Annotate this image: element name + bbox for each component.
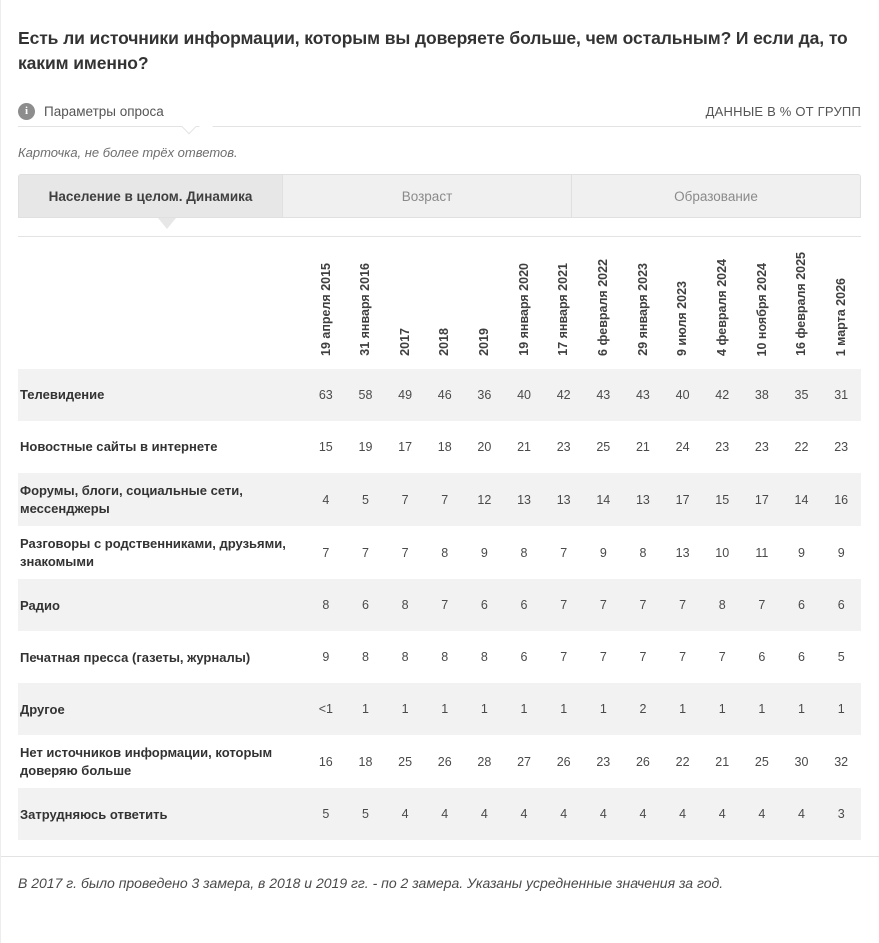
cell: 7 [306, 526, 346, 579]
table-row [18, 579, 861, 631]
cell: 7 [544, 526, 584, 579]
table-row [18, 683, 861, 735]
data-units-label: ДАННЫЕ В % ОТ ГРУПП [705, 104, 861, 120]
cell: 26 [544, 735, 584, 788]
cell: 11 [742, 526, 782, 579]
card-note: Карточка, не более трёх ответов. [18, 145, 238, 161]
cell: 25 [742, 735, 782, 788]
column-header: 19 апреля 2015 [306, 237, 346, 369]
column-header: 1 марта 2026 [821, 237, 861, 369]
cell: 1 [385, 683, 425, 735]
cell: 22 [663, 735, 703, 788]
column-header: 16 февраля 2025 [782, 237, 822, 369]
page-title: Есть ли источники информации, которым вы доверяете больше, чем остальным? И если да, то каким именно? [18, 27, 848, 73]
data-table [18, 237, 861, 840]
cell: 15 [702, 473, 742, 526]
cell: 23 [821, 421, 861, 473]
cell: 5 [306, 788, 346, 840]
poll-params-button[interactable] [18, 103, 164, 120]
cell: 17 [385, 421, 425, 473]
cell: 28 [465, 735, 505, 788]
cell: 23 [583, 735, 623, 788]
cell: <1 [306, 683, 346, 735]
cell: 13 [663, 526, 703, 579]
column-header: 6 февраля 2022 [583, 237, 623, 369]
cell: 31 [821, 369, 861, 421]
table-row [18, 788, 861, 840]
cell: 21 [702, 735, 742, 788]
cell: 16 [306, 735, 346, 788]
cell: 46 [425, 369, 465, 421]
cell: 42 [702, 369, 742, 421]
cell: 21 [504, 421, 544, 473]
left-border [0, 0, 1, 943]
cell: 4 [663, 788, 703, 840]
cell: 1 [465, 683, 505, 735]
cell: 30 [782, 735, 822, 788]
table-row [18, 473, 861, 526]
cell: 17 [663, 473, 703, 526]
tab-population-dynamics[interactable]: Население в целом. Динамика [19, 175, 283, 217]
cell: 27 [504, 735, 544, 788]
tab-education[interactable]: Образование [572, 175, 860, 217]
cell: 7 [544, 579, 584, 631]
cell: 7 [583, 579, 623, 631]
cell: 32 [821, 735, 861, 788]
cell: 25 [583, 421, 623, 473]
column-header: 2017 [385, 237, 425, 369]
cell: 1 [702, 683, 742, 735]
cell: 6 [821, 579, 861, 631]
table-row [18, 631, 861, 683]
cell: 4 [623, 788, 663, 840]
cell: 7 [702, 631, 742, 683]
cell: 6 [465, 579, 505, 631]
cell: 43 [583, 369, 623, 421]
cell: 18 [425, 421, 465, 473]
cell: 1 [544, 683, 584, 735]
cell: 4 [465, 788, 505, 840]
cell: 20 [465, 421, 505, 473]
cell: 18 [346, 735, 386, 788]
footnote: В 2017 г. было проведено 3 замера, в 2018 и 2019 гг. - по 2 замера. Указаны усредненные значения за год. [0, 856, 879, 912]
cell: 63 [306, 369, 346, 421]
cell: 4 [742, 788, 782, 840]
row-label: Другое [18, 683, 306, 735]
cell: 42 [544, 369, 584, 421]
column-header: 10 ноября 2024 [742, 237, 782, 369]
cell: 4 [306, 473, 346, 526]
cell: 9 [465, 526, 505, 579]
cell: 9 [821, 526, 861, 579]
cell: 35 [782, 369, 822, 421]
cell: 7 [425, 473, 465, 526]
cell: 49 [385, 369, 425, 421]
cell: 36 [465, 369, 505, 421]
row-label: Нет источников информации, которым доверяю больше [18, 735, 306, 788]
cell: 6 [782, 631, 822, 683]
row-label: Затрудняюсь ответить [18, 788, 306, 840]
cell: 2 [623, 683, 663, 735]
cell: 7 [583, 631, 623, 683]
poll-params-label: Параметры опроса [44, 104, 164, 120]
cell: 5 [346, 473, 386, 526]
table-row [18, 735, 861, 788]
table-row [18, 526, 861, 579]
row-label: Телевидение [18, 369, 306, 421]
cell: 8 [385, 579, 425, 631]
cell: 40 [663, 369, 703, 421]
cell: 7 [346, 526, 386, 579]
cell: 1 [504, 683, 544, 735]
cell: 4 [544, 788, 584, 840]
data-table-wrapper [18, 236, 861, 840]
cell: 15 [306, 421, 346, 473]
column-header: 31 января 2016 [346, 237, 386, 369]
cell: 24 [663, 421, 703, 473]
cell: 23 [742, 421, 782, 473]
table-header-row [18, 237, 861, 369]
cell: 5 [346, 788, 386, 840]
cell: 4 [702, 788, 742, 840]
cell: 1 [583, 683, 623, 735]
row-label: Разговоры с родственниками, друзьями, знакомыми [18, 526, 306, 579]
cell: 4 [583, 788, 623, 840]
cell: 8 [306, 579, 346, 631]
cell: 1 [663, 683, 703, 735]
row-label: Радио [18, 579, 306, 631]
cell: 8 [465, 631, 505, 683]
cell: 4 [504, 788, 544, 840]
cell: 1 [821, 683, 861, 735]
column-header: 4 февраля 2024 [702, 237, 742, 369]
column-header: 29 января 2023 [623, 237, 663, 369]
cell: 13 [623, 473, 663, 526]
row-label: Форумы, блоги, социальные сети, мессенджеры [18, 473, 306, 526]
cell: 4 [782, 788, 822, 840]
cell: 7 [544, 631, 584, 683]
cell: 6 [504, 631, 544, 683]
info-icon: i [18, 103, 35, 120]
params-divider [18, 126, 861, 127]
cell: 7 [663, 579, 703, 631]
cell: 7 [623, 579, 663, 631]
cell: 8 [425, 631, 465, 683]
cell: 7 [385, 473, 425, 526]
cell: 1 [742, 683, 782, 735]
column-header: 19 января 2020 [504, 237, 544, 369]
cell: 12 [465, 473, 505, 526]
cell: 23 [702, 421, 742, 473]
cell: 16 [821, 473, 861, 526]
cell: 8 [385, 631, 425, 683]
cell: 9 [583, 526, 623, 579]
cell: 58 [346, 369, 386, 421]
column-header: 9 июля 2023 [663, 237, 703, 369]
column-header: 17 января 2021 [544, 237, 584, 369]
table-row [18, 369, 861, 421]
row-label: Новостные сайты в интернете [18, 421, 306, 473]
column-header: 2018 [425, 237, 465, 369]
cell: 8 [425, 526, 465, 579]
cell: 21 [623, 421, 663, 473]
cell: 7 [385, 526, 425, 579]
cell: 9 [306, 631, 346, 683]
cell: 1 [782, 683, 822, 735]
cell: 22 [782, 421, 822, 473]
cell: 6 [346, 579, 386, 631]
cell: 14 [583, 473, 623, 526]
cell: 26 [623, 735, 663, 788]
cell: 3 [821, 788, 861, 840]
cell: 6 [504, 579, 544, 631]
cell: 17 [742, 473, 782, 526]
cell: 7 [663, 631, 703, 683]
tab-bar [18, 174, 861, 218]
cell: 4 [425, 788, 465, 840]
cell: 5 [821, 631, 861, 683]
cell: 7 [742, 579, 782, 631]
table-corner-cell [18, 237, 306, 369]
cell: 8 [702, 579, 742, 631]
cell: 8 [623, 526, 663, 579]
cell: 23 [544, 421, 584, 473]
column-header: 2019 [465, 237, 505, 369]
cell: 10 [702, 526, 742, 579]
params-row [0, 87, 879, 120]
cell: 13 [544, 473, 584, 526]
row-label: Печатная пресса (газеты, журналы) [18, 631, 306, 683]
cell: 6 [782, 579, 822, 631]
cell: 25 [385, 735, 425, 788]
cell: 14 [782, 473, 822, 526]
cell: 1 [425, 683, 465, 735]
cell: 8 [346, 631, 386, 683]
cell: 38 [742, 369, 782, 421]
table-row [18, 421, 861, 473]
cell: 19 [346, 421, 386, 473]
cell: 8 [504, 526, 544, 579]
cell: 7 [425, 579, 465, 631]
active-tab-pointer [18, 218, 861, 230]
cell: 9 [782, 526, 822, 579]
cell: 40 [504, 369, 544, 421]
cell: 26 [425, 735, 465, 788]
cell: 13 [504, 473, 544, 526]
tab-age[interactable]: Возраст [283, 175, 572, 217]
cell: 6 [742, 631, 782, 683]
cell: 1 [346, 683, 386, 735]
cell: 7 [623, 631, 663, 683]
cell: 4 [385, 788, 425, 840]
cell: 43 [623, 369, 663, 421]
